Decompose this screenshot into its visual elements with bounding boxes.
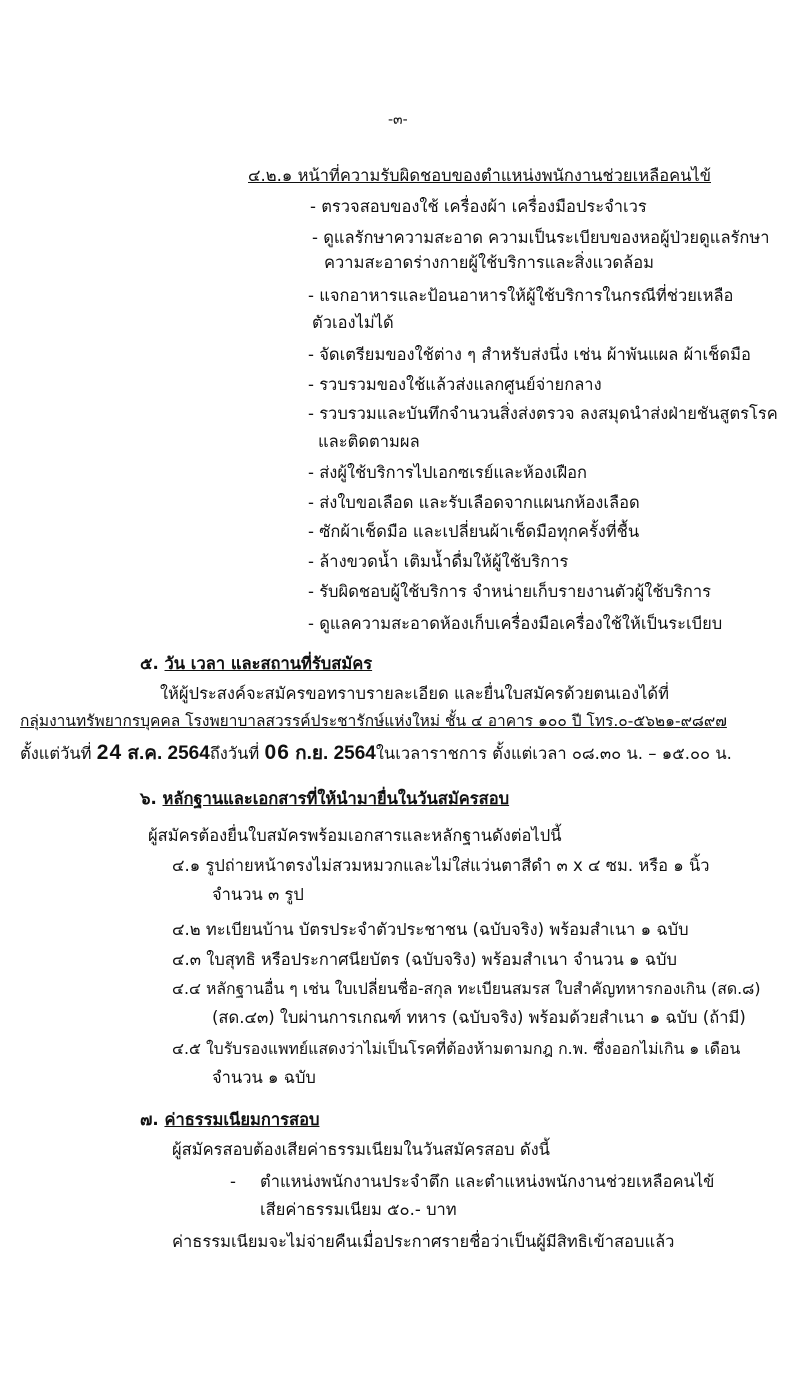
section-5-dates [20, 740, 732, 766]
section-5-intro: ให้ผู้ประสงค์จะสมัครขอทราบรายละเอียด และยื่นใบสมัครด้วยตนเองได้ที่ [160, 684, 670, 703]
document-line: ๔.๒ ทะเบียนบ้าน บัตรประจำตัวประชาชน (ฉบับจริง) พร้อมสำเนา ๑ ฉบับ [172, 920, 689, 939]
duty-line: - ส่งใบขอเลือด และรับเลือดจากแผนกห้องเลือด [308, 493, 640, 512]
fee-bullet: - [230, 1172, 236, 1191]
duty-line: - จัดเตรียมของใช้ต่าง ๆ สำหรับส่งนึ่ง เช่น ผ้าพันแผล ผ้าเช็ดมือ [308, 345, 751, 364]
document-line: (สด.๔๓) ใบผ่านการเกณฑ์ ทหาร (ฉบับจริง) พร้อมด้วยสำเนา ๑ ฉบับ (ถ้ามี) [212, 1008, 746, 1027]
section-6-intro: ผู้สมัครต้องยื่นใบสมัครพร้อมเอกสารและหลักฐานดังต่อไปนี้ [148, 826, 562, 845]
section-4-2-1-heading: ๔.๒.๑ หน้าที่ความรับผิดชอบของตำแหน่งพนักงานช่วยเหลือคนไข้ [248, 166, 711, 185]
fee-item-line-2: เสียค่าธรรมเนียม ๕๐.- บาท [260, 1200, 457, 1219]
from-day: 24 [96, 741, 123, 764]
section-5-title: วัน เวลา และสถานที่รับสมัคร [164, 654, 373, 673]
duty-line: ตัวเองไม่ได้ [312, 313, 394, 332]
from-label: ตั้งแต่วันที่ [20, 744, 92, 763]
document-line: จำนวน ๑ ฉบับ [212, 1068, 316, 1087]
document-line: ๔.๓ ใบสุทธิ หรือประกาศนียบัตร (ฉบับจริง) พร้อมสำเนา จำนวน ๑ ฉบับ [172, 950, 677, 969]
to-day: 06 [264, 741, 290, 764]
fee-note: ค่าธรรมเนียมจะไม่จ่ายคืนเมื่อประกาศรายชื่อว่าเป็นผู้มีสิทธิเข้าสอบแล้ว [172, 1232, 675, 1251]
fee-item-line-1: ตำแหน่งพนักงานประจำตึก และตำแหน่งพนักงานช่วยเหลือคนไข้ [260, 1172, 715, 1191]
duty-line: - ดูแลความสะอาดห้องเก็บเครื่องมือเครื่องใช้ให้เป็นระเบียบ [308, 614, 723, 633]
duty-line: - ซักผ้าเช็ดมือ และเปลี่ยนผ้าเช็ดมือทุกครั้งที่ชื้น [308, 522, 640, 541]
section-5-place: กลุ่มงานทรัพยากรบุคคล โรงพยาบาลสวรรค์ประชารักษ์แห่งใหม่ ชั้น ๔ อาคาร ๑๐๐ ปี โทร.๐-๕๖๒๑-๙๘๙๗ [20, 712, 727, 730]
section-6-heading [140, 789, 509, 809]
duty-line: - รวบรวมและบันทึกจำนวนสิ่งส่งตรวจ ลงสมุดนำส่งฝ่ายชันสูตรโรค [308, 404, 778, 423]
duty-line: และติดตามผล [318, 432, 420, 451]
section-7-number: ๗. [140, 1110, 159, 1129]
document-line: ๔.๑ รูปถ่ายหน้าตรงไม่สวมหมวกและไม่ใส่แว่นตาสีดำ ๓ x ๔ ซม. หรือ ๑ นิ้ว [172, 856, 710, 875]
duty-line: - ตรวจสอบของใช้ เครื่องผ้า เครื่องมือประจำเวร [310, 197, 647, 216]
duty-line: - ส่งผู้ใช้บริการไปเอกซเรย์และห้องเฝือก [308, 463, 588, 482]
section-5-number: ๕. [140, 654, 159, 673]
duty-line: - รวบรวมของใช้แล้วส่งแลกศูนย์จ่ายกลาง [308, 375, 602, 394]
office-hours: ในเวลาราชการ ตั้งแต่เวลา ๐๘.๓๐ น. – ๑๕.๐๐ น. [375, 744, 732, 763]
duty-line: - แจกอาหารและป้อนอาหารให้ผู้ใช้บริการในกรณีที่ช่วยเหลือ [308, 286, 734, 305]
document-line: ๔.๔ หลักฐานอื่น ๆ เช่น ใบเปลี่ยนชื่อ-สกุล ทะเบียนสมรส ใบสำคัญทหารกองเกิน (สด.๘) [172, 979, 761, 998]
section-6-title: หลักฐานและเอกสารที่ให้นำมายื่นในวันสมัครสอบ [162, 789, 510, 808]
from-month: ส.ค. [127, 743, 163, 764]
section-6-number: ๖. [140, 789, 157, 808]
from-year: 2564 [167, 743, 210, 764]
to-year: 2564 [333, 743, 376, 764]
duty-line: - ดูแลรักษาความสะอาด ความเป็นระเบียบของหอผู้ป่วยดูแลรักษา [312, 228, 770, 247]
document-line: จำนวน ๓ รูป [212, 885, 304, 904]
duty-line: ความสะอาดร่างกายผู้ใช้บริการและสิ่งแวดล้อม [324, 253, 654, 272]
duty-line: - รับผิดชอบผู้ใช้บริการ จำหน่ายเก็บรายงานตัวผู้ใช้บริการ [308, 582, 712, 601]
section-7-title: ค่าธรรมเนียมการสอบ [164, 1110, 320, 1129]
section-7-heading [140, 1110, 319, 1130]
page-number: -๓- [388, 112, 408, 128]
duty-line: - ล้างขวดน้ำ เติมน้ำดื่มให้ผู้ใช้บริการ [308, 552, 569, 571]
section-7-intro: ผู้สมัครสอบต้องเสียค่าธรรมเนียมในวันสมัครสอบ ดังนี้ [172, 1140, 550, 1159]
document-line: ๔.๕ ใบรับรองแพทย์แสดงว่าไม่เป็นโรคที่ต้องห้ามตามกฎ ก.พ. ซึ่งออกไม่เกิน ๑ เดือน [172, 1039, 741, 1058]
section-5-heading [140, 654, 372, 674]
to-label: ถึงวันที่ [209, 744, 260, 763]
to-month: ก.ย. [295, 743, 329, 764]
